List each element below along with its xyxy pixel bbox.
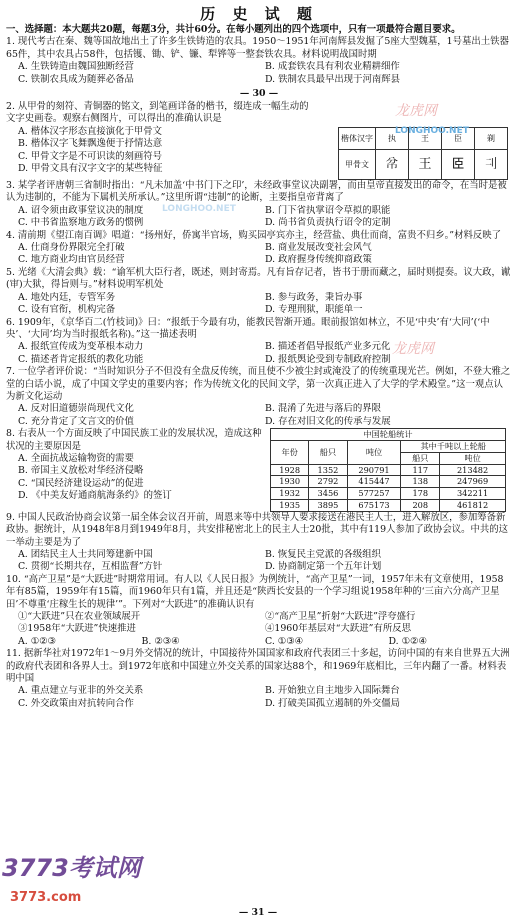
option-c: C. 中书省监察地方政务的惯例 [18, 217, 144, 229]
cell: 415447 [347, 476, 401, 488]
cell: 461812 [440, 499, 506, 511]
question-stem: 11. 据新华社对1972年1～9月外交情况的统计，中国接待外国国家和政府代表团三十多起，访问中国的有来自世界五大洲的政府代表团和各界人士。到1972年底和中国建立外交关系的国家达88个，和1969年底相比，三年内翻了一番。材料表明中国 [6, 648, 510, 685]
option-c: C. 甲骨文字是不可识读的刻画符号 [18, 150, 163, 162]
option-b: B. ②③④ [141, 635, 180, 647]
option-a: A. 重点建立与亚非的外交关系 [18, 685, 144, 697]
question-7 [6, 366, 512, 428]
question-stem: 9. 中国人民政治协商会议第一届全体会议召开前，周恩来等中共领导人要求接送在港民主人士，进入解放区，参加筹备新政协。据统计，从1948年8月到1949年8月，共安排秘密北上的民主人士20批，其中有119人参加了政协会议。中共的这一举动主要是为了 [6, 511, 508, 548]
option-b: B. 描述者倡导报纸产业多元化 [265, 341, 391, 353]
option-a: A. 诏令须由政事堂议决的制度 [18, 204, 144, 216]
cell: 1352 [309, 464, 347, 476]
oracle-glyph: 𦣞 [442, 150, 475, 180]
option-a: A. 生铁铸造由魏国独断经营 [18, 61, 134, 73]
option-d: D. 甲骨文具有汉字文字的某些特征 [18, 163, 163, 175]
question-10 [6, 574, 512, 648]
watermark-3773-logo: 3773考试网 [2, 854, 141, 882]
watermark-logo: 龙虎网 [395, 103, 437, 119]
page-number-top: — 30 — [239, 88, 279, 100]
question-stem: 2. 从甲骨的刻符、青铜器的铭文，到笔画详备的楷书，缀连成一幅生动的文字史画卷。观察右侧图片，可以得出的准确认识是 [6, 101, 309, 125]
char-cell: 王 [409, 128, 442, 150]
option-c: C. 描述者肯定报纸的教化功能 [18, 353, 144, 365]
col-year: 年份 [271, 440, 309, 464]
character-comparison-table [338, 127, 508, 180]
ship-statistics-table [270, 428, 506, 512]
option-d: D. 《中美友好通商航海条约》的签订 [18, 490, 172, 502]
header-kaiti: 楷体汉字 [339, 128, 376, 150]
col-group: 其中千吨以上轮船 [401, 440, 506, 452]
question-2 [6, 101, 512, 180]
statement-1: ①“大跃进”只在农业领域展开 [18, 610, 141, 622]
option-a: A. 全面抗战运输物资的需要 [18, 452, 134, 464]
question-stem: 5. 光绪《大清会典》载：“谕军机大臣行者，既述，则封寄焉。凡有旨存记者，皆书于册而藏之，届时则提奏。议大政，谳(审)大狱，得旨则与。”材料说明军机处 [6, 266, 511, 291]
cell: 342211 [440, 488, 506, 500]
option-b: B. 帝国主义放松对华经济侵略 [18, 465, 144, 477]
watermark-text: LONGHOO.NET [162, 204, 236, 214]
table-row [271, 488, 506, 500]
question-stem: 1. 现代考古在秦、魏等国故地出土了许多生铁铸造的农具。1950～1951年河南辉县发掘了5座大型魏墓，1号墓出土铁器65件，其中农具占58件，包括镬、锄、铲、镰、犁铧等一整套铁农具。材料说明战国时期 [6, 36, 509, 60]
cell: 1928 [271, 464, 309, 476]
watermark-text: LONGHOO.NET [395, 126, 469, 136]
option-d: D. 铁制农具最早出现于河南辉县 [265, 73, 401, 85]
option-a: A. 团结民主人士共同筹建新中国 [18, 548, 153, 560]
option-d: D. 尚书省负责执行诏令的定制 [265, 217, 391, 229]
cell: 208 [401, 499, 440, 511]
option-b: B. 恢复民主党派的各级组织 [265, 548, 381, 560]
question-stem: 7. 一位学者评价说：“当时知识分子不但没有全盘反传统，而且使不少被尘封或淹没了的传统重现光芒。例如，不登大雅之堂的白话小说，成了中国文学史的重要内容；作为传统文化的民间文学，第一次真正进入了大学的学术殿堂。”这一观点认为新文化运动 [6, 366, 511, 402]
question-stem: 10. “高产卫星”是“大跃进”时期常用词。有人以《人民日报》为例统计，“高产卫星”一词，1957年未有文章使用，1958年有85篇，1959年有15篇，而1960年只有1篇，并且还是“陕西长安县的一个学习组说1958年种的‘三亩六分高产卫星田’不尊重‘庄稼生长的规律’”。下列对“大跃进”的准确认识有 [6, 573, 504, 610]
page-title: 历 史 试 题 [200, 5, 318, 23]
option-d: D. 政府握身传统抑商政策 [265, 254, 372, 266]
cell: 1935 [271, 499, 309, 511]
section-instructions: 一、选择题：本大题共20题，每题3分，共计60分。在每小题列出的四个选项中，只有一项最符合题目要求。 [6, 24, 461, 35]
oracle-glyph: 王 [409, 150, 442, 180]
option-a: A. 仕商身份界限完全打破 [18, 242, 125, 254]
cell: 2792 [309, 476, 347, 488]
header-jiaguwen: 甲骨文 [339, 150, 376, 180]
option-a: A. ①②③ [18, 635, 56, 647]
question-9 [6, 512, 512, 574]
statement-3: ③1958年“大跃进”快速推进 [18, 623, 136, 635]
cell: 117 [401, 464, 440, 476]
option-b: B. 门下省执掌诏令草拟的职能 [265, 204, 391, 216]
option-b: B. 参与政务，秉旨办事 [265, 291, 363, 303]
char-cell: 执 [376, 128, 409, 150]
watermark-logo: 龙虎网 [392, 341, 434, 357]
question-stem: 3. 某学者评唐朝三省制时指出：“凡未加盖‘中书门下之印’，未经政事堂议决副署，而由皇帝直接发出的命令，在当时是被认为违制的，不能为下属机关所承认。”这里所谓“违制”的论断，主要指皇帝背离了 [6, 180, 507, 204]
cell: 138 [401, 476, 440, 488]
option-d: D. 报纸舆论受到专制政府控制 [265, 353, 391, 365]
question-11 [6, 648, 512, 710]
option-a: A. 报纸宣传成为变革根本动力 [18, 341, 144, 353]
option-d: D. 打破美国孤立遏制的外交僵局 [265, 697, 401, 709]
page-number-bottom: — 31 — [238, 907, 278, 918]
col-sub-tons: 吨位 [440, 452, 506, 464]
cell: 213482 [440, 464, 506, 476]
option-d: D. 协商制定第一个五年计划 [265, 561, 382, 573]
question-3 [6, 180, 512, 230]
oracle-glyph: 𢁥 [376, 150, 409, 180]
question-5 [6, 267, 512, 317]
watermark-3773-url: 3773.com [10, 890, 82, 905]
cell: 290791 [347, 464, 401, 476]
option-b: B. 开始独立自主地步入国际舞台 [265, 685, 400, 697]
option-a: A. 楷体汉字形态直接演化于甲骨文 [18, 125, 162, 137]
cell: 675173 [347, 499, 401, 511]
option-c: C. ①③④ [265, 635, 304, 647]
cell: 577257 [347, 488, 401, 500]
cell: 178 [401, 488, 440, 500]
oracle-glyph: 𠚧 [475, 150, 508, 180]
cell: 1930 [271, 476, 309, 488]
statement-2: ②“高产卫星”折射“大跃进”浮夸盛行 [265, 610, 416, 622]
option-b: B. 商业发展改变社会风气 [265, 242, 372, 254]
option-c: C. “国民经济建设运动”的促进 [18, 477, 144, 489]
question-stem: 8. 右表从一个方面反映了中国民族工业的发展状况，造成这种状况的主要原因是 [6, 428, 262, 452]
option-b: B. 混淆了先进与落后的界限 [265, 403, 381, 415]
cell: 247969 [440, 476, 506, 488]
option-c: C. 贯彻“长期共存，互相监督”方针 [18, 561, 163, 573]
option-a: A. 反对旧道德崇尚现代文化 [18, 403, 134, 415]
char-cell: 剃 [475, 128, 508, 150]
cell: 3895 [309, 499, 347, 511]
question-stem: 6. 1909年，《京华百二(竹枝词)》曰：“报纸于今最有功，能教民智渐开通。眼前报馆如林立，不见‘中央’有‘大同’(‘中央’、‘大同’均为当时报纸名称)。”这一描述表明 [6, 316, 490, 340]
option-c: C. 外交政策由对抗转向合作 [18, 697, 134, 709]
col-sub-ships: 船只 [401, 452, 440, 464]
question-stem: 4. 清前期《望江南百调》唱道：“扬州好，侨寓半官场，购买园亭宾亦主，经营盐、典仕而商，富贵不归乡。”材料反映了 [6, 229, 501, 241]
table-row [271, 476, 506, 488]
option-d: D. 专理刑狱，职能单一 [265, 304, 363, 316]
question-1 [6, 36, 512, 86]
table-row [271, 464, 506, 476]
question-8 [6, 428, 512, 512]
table-row [271, 499, 506, 511]
option-c: C. 充分肯定了文言文的价值 [18, 415, 134, 427]
char-cell: 臣 [442, 128, 475, 150]
option-b: B. 楷体汉字飞舞飘逸便于抒情达意 [18, 138, 163, 150]
option-c: C. 铁制农具成为随葬必备品 [18, 73, 134, 85]
col-tons: 吨位 [347, 440, 401, 464]
option-d: D. 存在对旧文化的传承与发展 [265, 415, 391, 427]
question-6 [6, 317, 512, 367]
exam-page [6, 0, 512, 710]
option-a: A. 地处内廷，专管军务 [18, 291, 116, 303]
option-d: D. ①②④ [388, 635, 427, 647]
option-c: C. 地方商业均由官员经营 [18, 254, 125, 266]
cell: 3456 [309, 488, 347, 500]
option-b: B. 成套铁农具有利农业精耕细作 [265, 61, 400, 73]
cell: 1932 [271, 488, 309, 500]
col-ships: 船只 [309, 440, 347, 464]
statement-4: ④1960年基层对“大跃进”有所反思 [265, 623, 411, 635]
question-4 [6, 230, 512, 267]
table-caption: 中国轮船统计 [271, 429, 506, 441]
option-c: C. 设有官衔，机构完备 [18, 304, 116, 316]
